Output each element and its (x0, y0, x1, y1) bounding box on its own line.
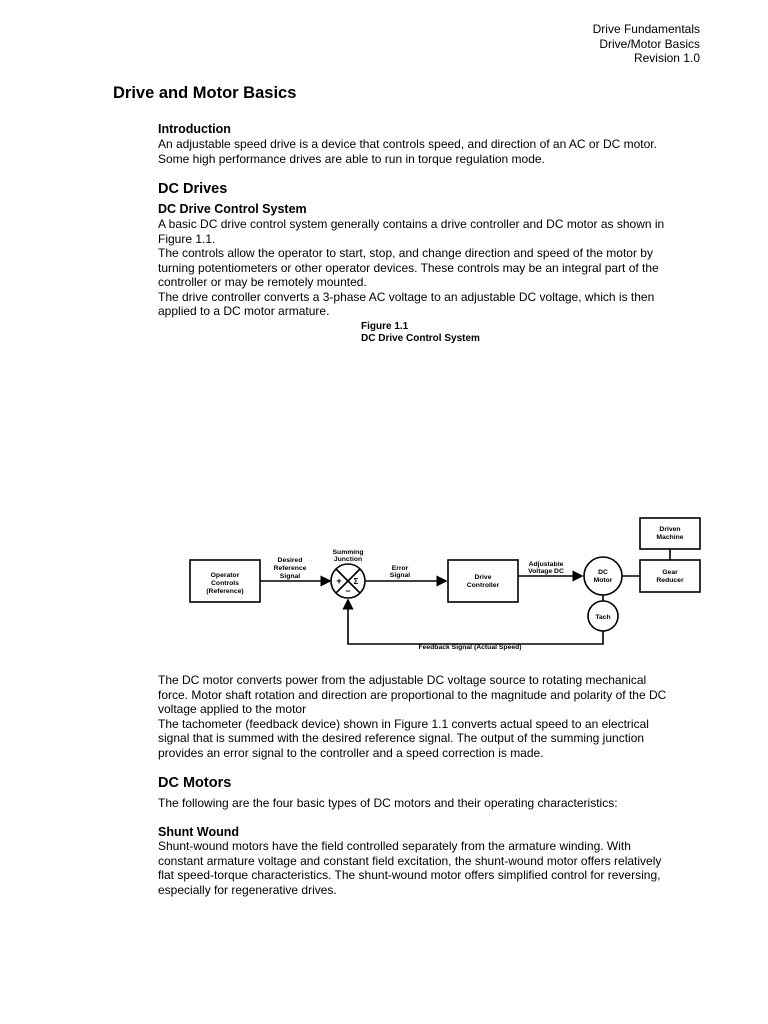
shunt-wound-paragraph (158, 839, 718, 897)
sigma-sign: Σ (353, 577, 359, 586)
text-line: flat speed-torque characteristics. The shunt-wound motor offers simplified control for reversing, (158, 868, 661, 882)
label: Reducer (656, 577, 684, 584)
header-line-2: Drive/Motor Basics (599, 36, 700, 51)
label: Tach (595, 614, 611, 621)
plus-sign: + (336, 576, 342, 586)
dc-drives-paragraph (158, 217, 718, 319)
dc-drive-control-diagram (180, 510, 720, 660)
dc-motors-heading: DC Motors (158, 775, 232, 791)
label: Controller (466, 582, 500, 589)
label: Adjustable (528, 561, 564, 568)
header-line-1: Drive Fundamentals (592, 22, 700, 36)
text-line: turning potentiometers or other operator devices. These controls may be an integral part of the (158, 260, 659, 275)
text-line: A basic DC drive control system generally contains a drive controller and DC motor as shown in (158, 217, 665, 231)
dc-motor-circle (584, 557, 622, 595)
drive-controller-box (448, 560, 518, 602)
text-line: The controls allow the operator to start, stop, and change direction and speed of the motor by (158, 246, 653, 260)
text-line: applied to a DC motor armature. (158, 304, 330, 318)
label: Controls (211, 580, 239, 587)
label: Error (391, 565, 409, 572)
intro-heading: Introduction (158, 122, 231, 136)
dc-motors-intro: The following are the four basic types of DC motors and their operating characteristics: (158, 796, 618, 810)
text-line: The DC motor converts power from the adjustable DC voltage source to rotating mechanical (158, 673, 647, 687)
text-line: voltage applied to the motor (158, 702, 307, 716)
text-line: Figure 1.1. (158, 231, 216, 246)
label: Reference (273, 565, 307, 572)
text-line: especially for regenerative drives. (158, 882, 337, 897)
shunt-wound-heading: Shunt Wound (158, 825, 239, 839)
text-line: The tachometer (feedback device) shown in Figure 1.1 converts actual speed to an electrical (158, 716, 649, 731)
label: Feedback Signal (Actual Speed) (418, 644, 522, 651)
text-line: provides an error signal to the controller and a speed correction is made. (158, 745, 544, 760)
text-line: force. Motor shaft rotation and direction are proportional to the magnitude and polarity of the DC (158, 687, 667, 702)
figure-title: DC Drive Control System (361, 333, 480, 344)
figure-number: Figure 1.1 (361, 321, 409, 332)
dc-drive-control-heading: DC Drive Control System (158, 202, 307, 216)
label: Junction (333, 556, 363, 563)
text-line: The drive controller converts a 3-phase AC voltage to an adjustable DC voltage, which is then (158, 289, 655, 304)
label: Gear (662, 569, 678, 576)
label: Driven (659, 526, 681, 533)
figure-caption (361, 321, 480, 345)
text-line: Shunt-wound motors have the field controlled separately from the armature winding. With (158, 839, 631, 853)
label: (Reference) (206, 588, 244, 595)
dc-drives-heading: DC Drives (158, 181, 228, 197)
intro-line-1: An adjustable speed drive is a device that controls speed, and direction of an AC or DC motor. (158, 137, 657, 151)
label: Signal (279, 573, 301, 580)
document-header (593, 22, 700, 66)
intro-line-2: Some high performance drives are able to run in torque regulation mode. (158, 151, 545, 166)
intro-paragraph (158, 137, 718, 166)
text-line: constant armature voltage and constant field excitation, the shunt-wound motor offers relatively (158, 853, 662, 868)
page-title: Drive and Motor Basics (113, 84, 297, 102)
label: Motor (593, 577, 613, 584)
label: Summing (332, 549, 364, 556)
label: Signal (389, 572, 411, 579)
motor-description-paragraph (158, 673, 718, 760)
label: Voltage DC (528, 568, 564, 575)
label: DC (598, 569, 608, 576)
gear-reducer-box (640, 560, 700, 592)
header-line-3: Revision 1.0 (633, 51, 700, 65)
label: Operator (210, 572, 240, 579)
label: Machine (656, 534, 684, 541)
label: Desired (277, 557, 303, 564)
text-line: controller or may be remotely mounted. (158, 275, 367, 289)
text-line: signal that is summed with the desired reference signal. The output of the summing junction (158, 731, 645, 745)
minus-sign: − (345, 586, 351, 596)
label: Drive (474, 574, 492, 581)
